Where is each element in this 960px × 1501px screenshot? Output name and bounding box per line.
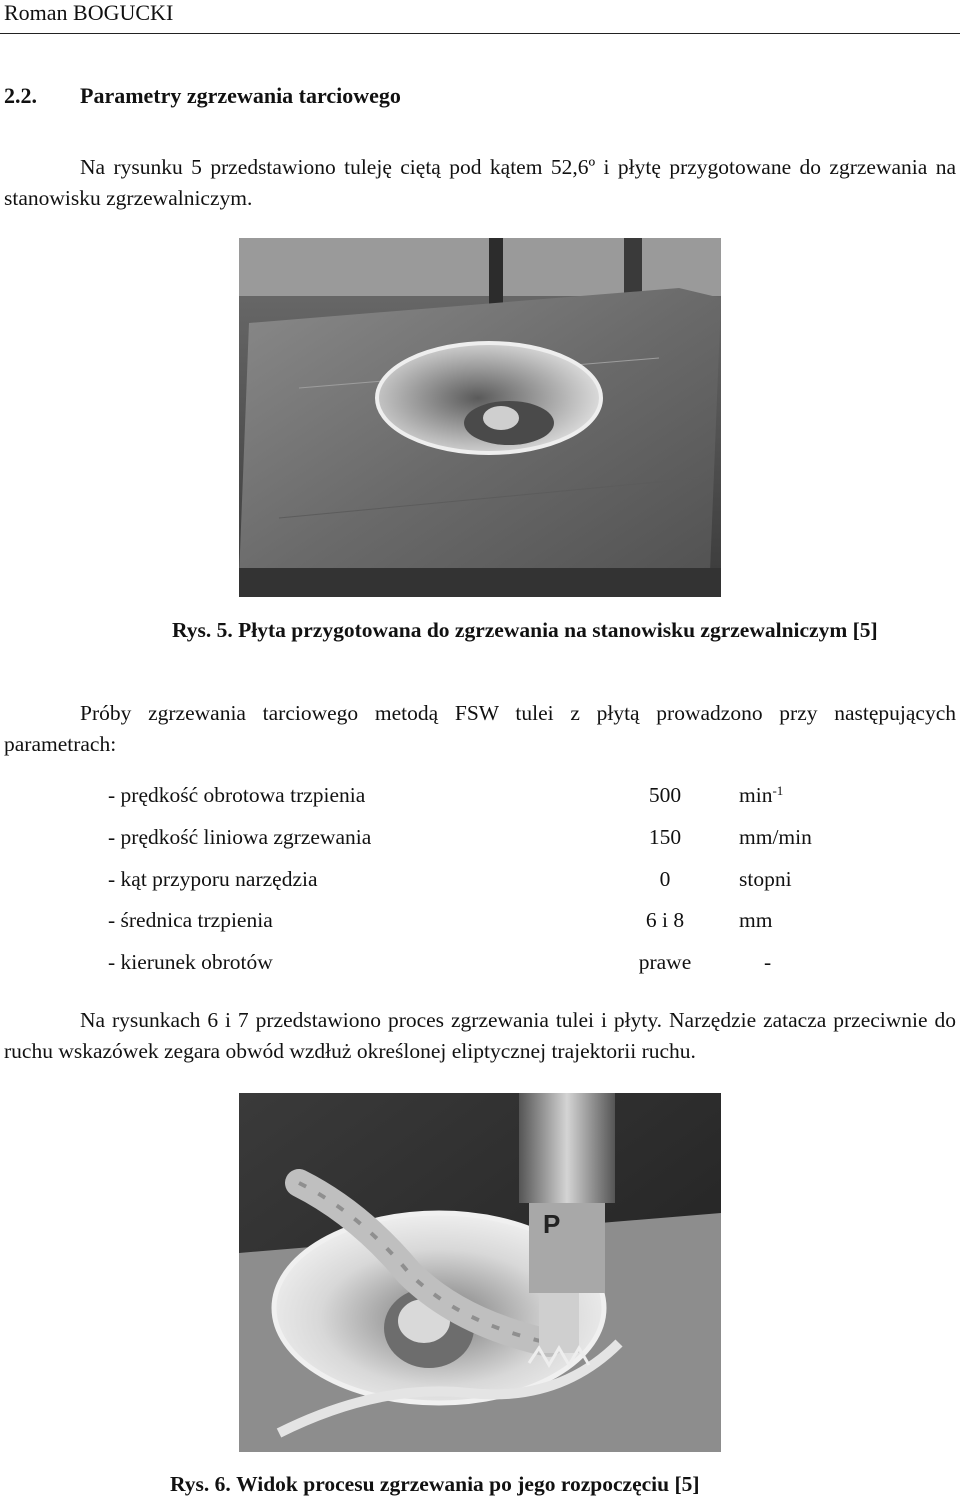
- parameter-unit: mm/min: [739, 825, 812, 849]
- intro-paragraph: Na rysunku 5 przedstawiono tuleję ciętą pod kątem 52,6º i płytę przygotowane do zgrzewania na stanowisku zgrzewalniczym.: [4, 155, 956, 210]
- parameter-row: [108, 947, 868, 977]
- unit-superscript: -1: [772, 783, 784, 798]
- parameter-value: 500: [648, 783, 682, 807]
- parameter-name: - kierunek obrotów: [108, 950, 273, 974]
- parameter-unit: -: [764, 950, 772, 974]
- parameter-name: - prędkość liniowa zgrzewania: [108, 825, 372, 849]
- parameter-unit: stopni: [739, 867, 792, 891]
- figure6-caption: [170, 1471, 700, 1497]
- figure5-photo: [239, 238, 721, 597]
- figure5-caption-text: Płyta przygotowana do zgrzewania na stanowisku zgrzewalniczym [5]: [238, 618, 878, 642]
- parameter-value: 6 i 8: [645, 908, 685, 932]
- parameter-name: - kąt przyporu narzędzia: [108, 867, 318, 891]
- parameter-value: prawe: [638, 950, 692, 974]
- figure5-caption: [172, 617, 878, 643]
- process-paragraph: Na rysunkach 6 i 7 przedstawiono proces zgrzewania tulei i płyty. Narzędzie zatacza przeciwnie do ruchu wskazówek zegara obwód wzdłuż określonej eliptycznej trajektorii ruchu.: [4, 1008, 956, 1063]
- running-header-author: Roman BOGUCKI: [4, 0, 174, 25]
- figure6-caption-text: Widok procesu zgrzewania po jego rozpoczęciu [5]: [236, 1472, 700, 1496]
- parameter-row: [108, 780, 868, 810]
- parameter-name: - średnica trzpienia: [108, 908, 273, 932]
- parameter-value: 150: [648, 825, 682, 849]
- welding-process-image: [239, 1093, 721, 1452]
- figure5-label: Rys. 5.: [172, 618, 233, 642]
- parameter-unit: [739, 780, 783, 810]
- parameters-intro-paragraph: Próby zgrzewania tarciowego metodą FSW tulei z płytą prowadzono przy następujących parametrach:: [4, 701, 956, 756]
- header-divider: [0, 33, 960, 34]
- section-heading: [4, 83, 401, 109]
- plate-on-welding-station-image: [239, 238, 721, 597]
- parameter-unit: mm: [739, 908, 773, 932]
- unit-text: min: [739, 783, 773, 807]
- figure6-photo: [239, 1093, 721, 1452]
- parameter-value: 0: [659, 867, 671, 891]
- parameter-name: - prędkość obrotowa trzpienia: [108, 783, 366, 807]
- parameter-row: [108, 864, 868, 894]
- tool-marking-letter: P: [543, 1209, 561, 1239]
- section-title: Parametry zgrzewania tarciowego: [80, 83, 401, 108]
- figure6-label: Rys. 6.: [170, 1472, 231, 1496]
- parameter-row: [108, 905, 868, 935]
- section-number: 2.2.: [4, 83, 37, 108]
- parameter-row: [108, 822, 868, 852]
